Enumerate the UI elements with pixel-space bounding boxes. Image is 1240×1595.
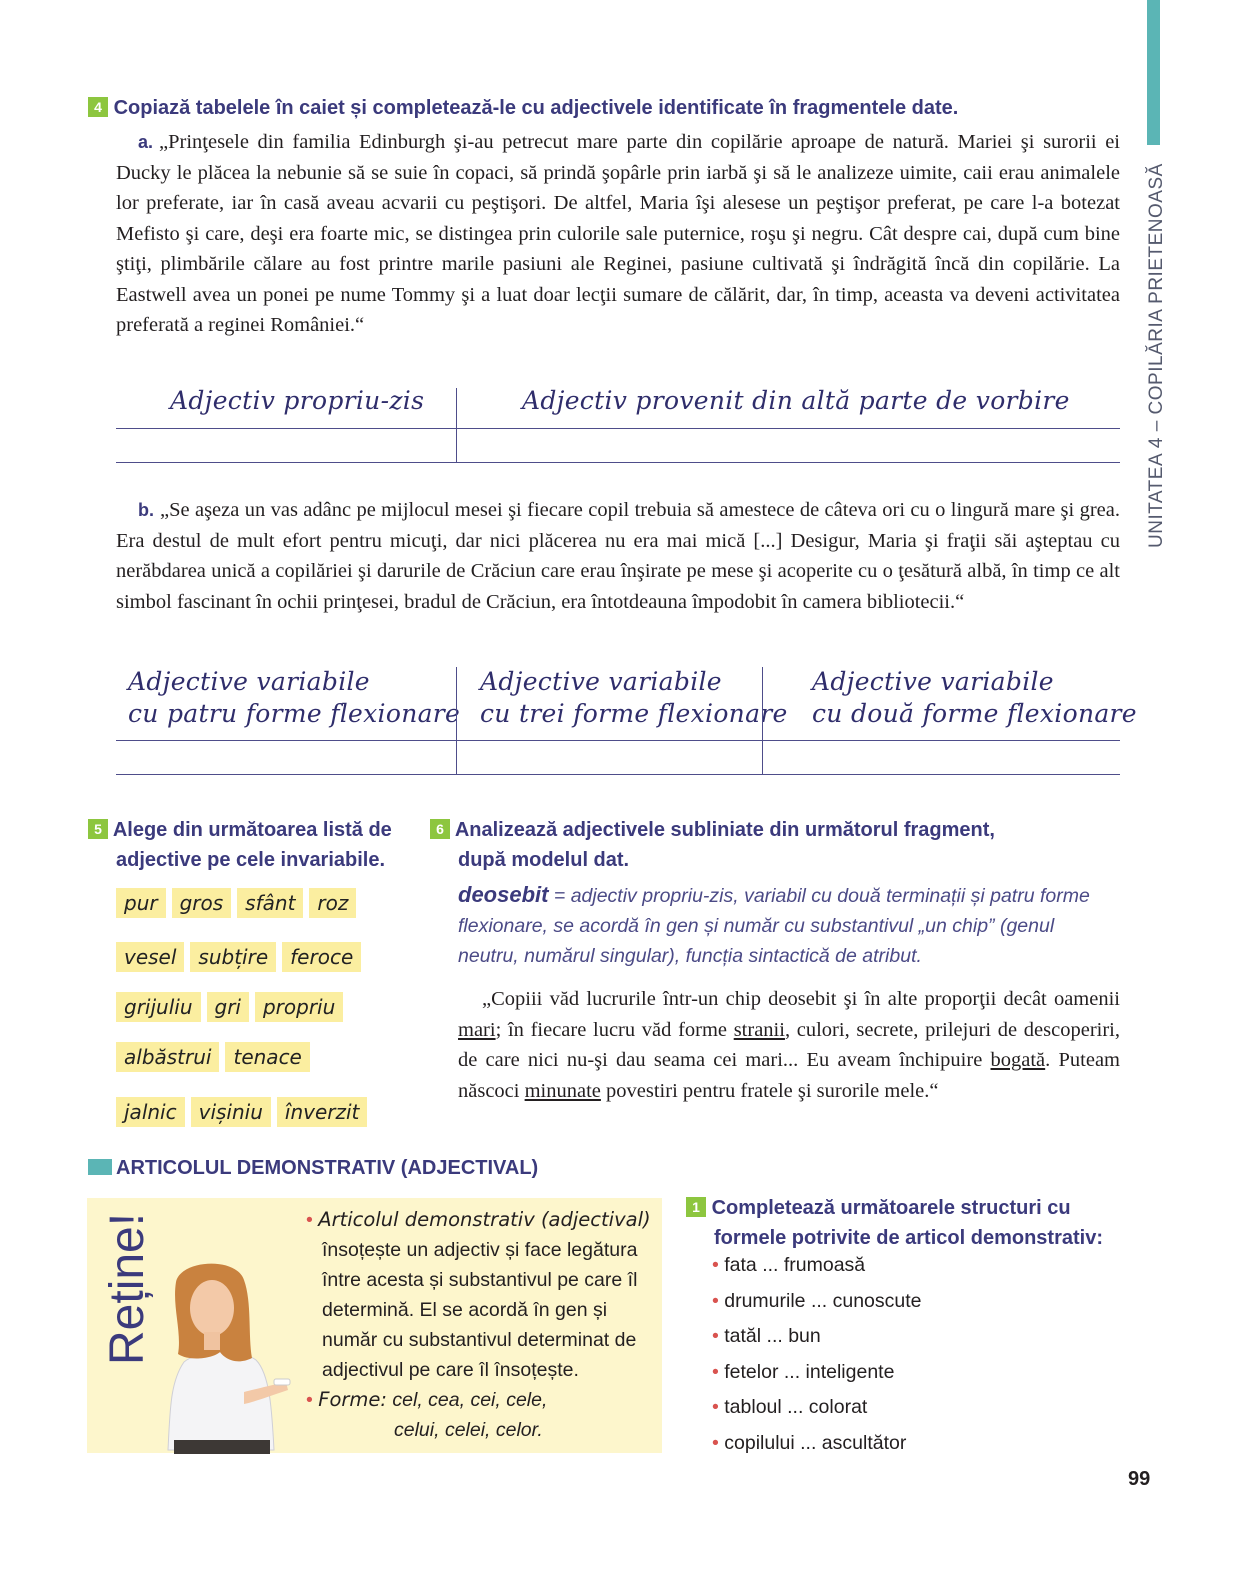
table-b-header-line: Adjective variabile — [480, 667, 722, 696]
table-b-header-line: cu două forme flexionare — [812, 699, 1137, 728]
model-def-text: = adjectiv propriu-zis, variabil cu două terminații și patru forme flexionare, se acordă în gen și număr cu substantivul „un chip” (genul neutru, numărul singular), funcția sintactică de atribut. — [458, 885, 1090, 967]
list-item: • fetelor ... inteligente — [712, 1360, 895, 1383]
task6-title-line1: Analizează adjectivele subliniate din următorul fragment, — [454, 819, 995, 841]
adjective-row — [116, 942, 367, 972]
list-item: • drumurile ... cunoscute — [712, 1289, 922, 1312]
fragment-a-text: „Prinţesele din familia Edinburgh şi-au petrecut mare parte din copilărie aproape de natură. Mariei şi surorii ei Ducky le plăcea la nebunie să se suie în copaci, să prindă şopârle prin iarbă şi să le analizeze uimite, caii erau animalele lor preferate, iar în casă aveau acvarii cu peştişori. De altfel, Maria îşi alesese un peştişor preferat, pe care l-a botezat Mefisto şi care, deşi era foarte mic, se distingea prin culorile sale puternice, roşu şi negru. Cât despre cai, după cum bine ştiţi, plimbările călare au fost printre marile pasiuni ale Reginei, pasiune cultivată şi îndrăgită încă din copilărie. La Eastwell avea un ponei pe nume Tommy şi a luat doar lecţii sumare de călărit, dar, în timp, aceasta va deveni activitatea preferată a reginei României.“ — [116, 131, 1120, 336]
underlined-adjective: stranii — [733, 1018, 785, 1041]
retine-explanation: însoțește un adjectiv și face legătura între acesta și substantivul pe care îl determină. El se acordă în gen și număr cu substantivul determinat de adjectivul pe care îl însoțește. — [322, 1239, 638, 1381]
fragment-a — [116, 127, 1120, 341]
list-item-text: fata ... frumoasă — [724, 1254, 866, 1276]
retine-forms-label: Forme: — [318, 1388, 387, 1411]
table-b-rule — [116, 774, 1120, 775]
table-b-header-2 — [480, 666, 788, 730]
underlined-adjective: bogată — [990, 1049, 1046, 1071]
list-item: • tatăl ... bun — [712, 1325, 821, 1347]
table-b-header-line: cu patru forme flexionare — [128, 699, 461, 728]
table-a-rule — [116, 428, 1120, 429]
adjective-row — [116, 1097, 373, 1127]
retine-bullet-2: • Forme: cel, cea, cei, cele, — [306, 1388, 548, 1411]
list-item: • fata ... frumoasă — [712, 1254, 866, 1276]
retine-bullet-1: • Articolul demonstrativ (adjectival) însoțește un adjectiv și face legătura între acesta și substantivul pe care îl determină. El se acordă în gen și număr cu substantivul determinat de adjectivul pe care îl însoțește. — [306, 1208, 651, 1381]
adjective-chip: sfânt — [237, 888, 303, 918]
table-b-header-3 — [812, 666, 1137, 730]
adjective-chip: jalnic — [116, 1097, 185, 1127]
table-b-divider — [456, 667, 457, 775]
task-number-badge: 4 — [88, 97, 108, 117]
table-a-header-2: Adjectiv provenit din altă parte de vorbire — [522, 386, 1070, 415]
fragment-text: , culori, secrete, prilejuri de descoperiri, de care nici nu-şi dau seama cei mari... Eu aveam închipuire — [458, 1018, 1120, 1071]
task1-title-line2: formele potrivite de articol demonstrativ: — [714, 1227, 1103, 1249]
model-definition — [458, 880, 1098, 971]
task-number-badge: 5 — [88, 819, 108, 839]
fragment-letter-a: a. — [138, 132, 154, 152]
retine-forms-line2: celui, celei, celor. — [394, 1419, 543, 1441]
list-item-text: tatăl ... bun — [724, 1325, 821, 1347]
teacher-illustration — [140, 1262, 300, 1454]
list-item-text: drumurile ... cunoscute — [724, 1289, 922, 1312]
table-a-header-1: Adjectiv propriu-zis — [170, 386, 425, 415]
retine-content — [306, 1205, 651, 1445]
task-number-badge: 1 — [686, 1197, 706, 1217]
adjective-chip: roz — [309, 888, 356, 918]
task4-title: Copiază tabelele în caiet și completează-le cu adjectivele identificate în fragmentele date. — [113, 97, 959, 119]
fragment-text: ; în fiecare lucru văd forme — [495, 1018, 734, 1041]
table-a-rule — [116, 462, 1120, 463]
unit-side-label: UNITATEA 4 – COPILĂRIA PRIETENOASĂ — [1146, 163, 1167, 548]
adjective-chip: gros — [172, 888, 232, 918]
retine-label: Reține! — [101, 1212, 154, 1365]
adjective-chip: subțire — [190, 942, 276, 972]
table-b-rule — [116, 740, 1120, 741]
table-b-divider — [762, 667, 763, 775]
fragment-b — [116, 495, 1120, 617]
task5-heading — [88, 815, 408, 875]
retine-term: Articolul demonstrativ (adjectival) — [318, 1208, 651, 1231]
adjective-chip: pur — [116, 888, 166, 918]
task1-title-line1: Completează următoarele structuri cu — [711, 1197, 1071, 1219]
adjective-chip: înverzit — [277, 1097, 368, 1127]
adjective-chip: feroce — [282, 942, 361, 972]
list-item-text: fetelor ... inteligente — [724, 1360, 895, 1383]
side-accent-bar — [1147, 0, 1160, 145]
fragment-b-text: „Se aşeza un vas adânc pe mijlocul mesei şi fiecare copil trebuia să amestece de câteva ori cu o lingură mare şi grea. Era destul de mult efort pentru micuţi, dar nici plăcerea nu era mai mică [...] Desigur, Maria şi fraţii săi aşteptau cu nerăbdarea unică a copilăriei şi darurile de Crăciun care erau înşirate pe mese şi acoperite cu o ţesătură albă, în timp ce alt simbol fascinant în ochii prinţesei, bradul de Crăciun, era întotdeauna împodobit în camera bibliotecii.“ — [116, 499, 1120, 613]
adjective-chip: tenace — [225, 1042, 309, 1072]
list-item: • tabloul ... colorat — [712, 1396, 868, 1418]
underlined-adjective: minunate — [524, 1079, 601, 1102]
fragment-letter-b: b. — [138, 500, 154, 520]
fragment-text: povestiri pentru fratele şi surorile mele.“ — [600, 1079, 939, 1102]
table-b-header-line: Adjective variabile — [128, 667, 370, 696]
adjective-chip: vișiniu — [191, 1097, 271, 1127]
task4-heading — [88, 93, 1128, 123]
underlined-adjective: mari — [458, 1018, 496, 1041]
table-b-header-line: Adjective variabile — [812, 667, 1054, 696]
task6-heading — [430, 815, 1120, 875]
task1-heading — [686, 1193, 1126, 1253]
list-item-text: tabloul ... colorat — [724, 1396, 868, 1418]
adjective-chip: grijuliu — [116, 992, 201, 1022]
adjective-row — [116, 888, 362, 918]
table-a-divider — [456, 388, 457, 463]
task6-title-line2: după modelul dat. — [458, 849, 630, 871]
adjective-chip: propriu — [255, 992, 343, 1022]
task1-list — [712, 1248, 1112, 1461]
task5-title-line1: Alege din următoarea listă de — [112, 819, 392, 841]
section-title-text: ARTICOLUL DEMONSTRATIV (ADJECTIVAL) — [116, 1157, 539, 1179]
retine-forms-line1: cel, cea, cei, cele, — [392, 1389, 548, 1411]
table-b-header-line: cu trei forme flexionare — [480, 699, 788, 728]
adjective-chip: gri — [207, 992, 249, 1022]
adjective-row — [116, 992, 349, 1022]
model-word: deosebit — [458, 882, 549, 907]
list-item-text: copilului ... ascultător — [724, 1431, 907, 1454]
section-title — [88, 1157, 538, 1180]
page-number: 99 — [1128, 1468, 1151, 1490]
task-number-badge: 6 — [430, 819, 450, 839]
table-b-header-1 — [128, 666, 460, 730]
task5-title-line2: adjective pe cele invariabile. — [116, 849, 386, 871]
fragment-text: „Copiii văd lucrurile într-un chip deosebit şi în alte proporţii decât oamenii — [482, 988, 1120, 1010]
adjective-chip: vesel — [116, 942, 184, 972]
adjective-row — [116, 1042, 316, 1072]
fragment-text: . Puteam născoci — [458, 1049, 1120, 1102]
task6-fragment — [458, 984, 1120, 1106]
list-item: • copilului ... ascultător — [712, 1431, 907, 1454]
adjective-chip: albăstrui — [116, 1042, 219, 1072]
section-marker — [88, 1159, 112, 1175]
